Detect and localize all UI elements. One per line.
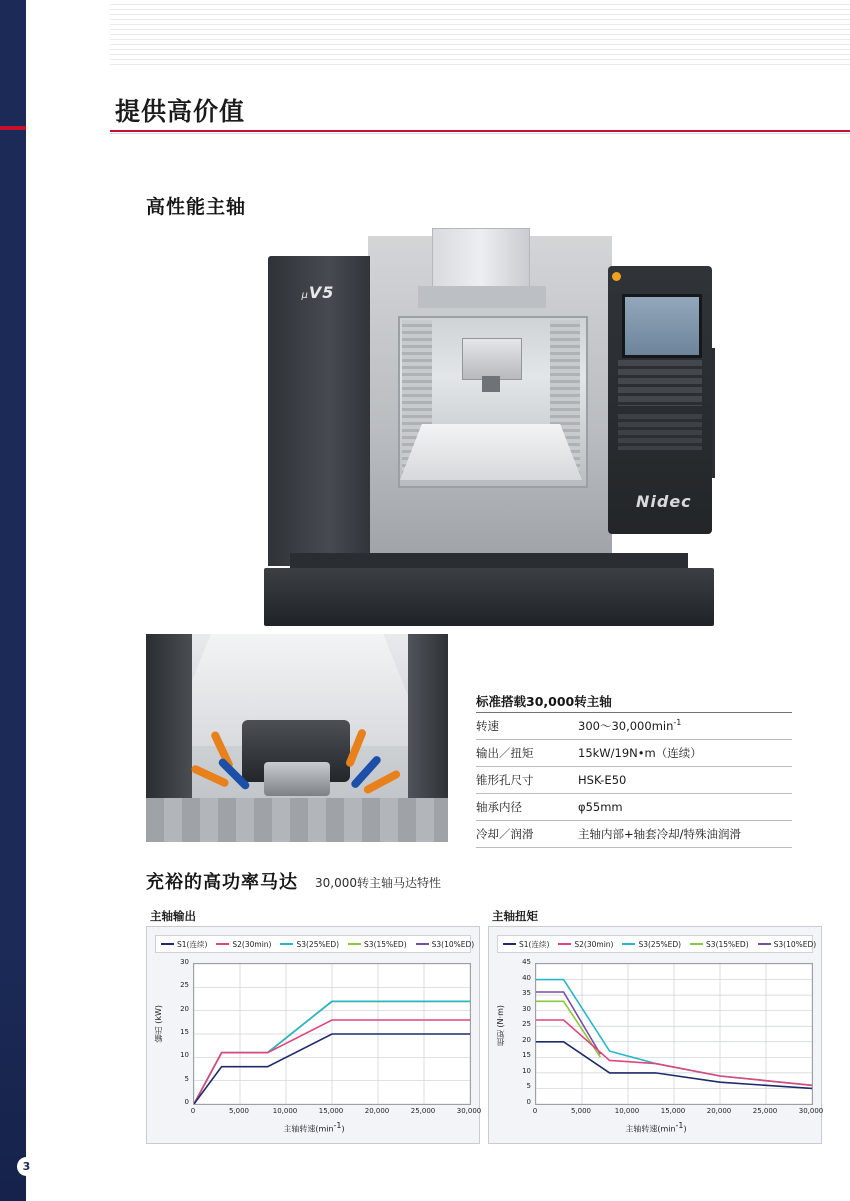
- machine-base: [264, 568, 714, 626]
- chart-title-torque: 主轴扭矩: [492, 909, 538, 923]
- x-tick-label: 0: [532, 1107, 538, 1115]
- y-axis-title: 输出 (kW): [154, 1005, 163, 1043]
- y-tick-label: 5: [526, 1082, 531, 1091]
- machine-top-housing-base: [418, 286, 546, 308]
- left-color-band: [0, 0, 26, 1201]
- chart-title-output: 主轴输出: [150, 909, 196, 923]
- y-tick-label: 15: [180, 1028, 189, 1036]
- legend-label: S1(连续): [177, 939, 208, 949]
- spec-key: 输出／扭矩: [476, 740, 578, 767]
- y-tick-label: 0: [184, 1098, 189, 1106]
- legend-label: S3(25%ED): [638, 939, 682, 949]
- chart-svg: [194, 964, 470, 1104]
- y-tick-label: 30: [522, 1004, 531, 1013]
- x-tick-label: 30,000: [798, 1107, 824, 1115]
- machine-photo: [250, 228, 728, 638]
- header-hatching: [110, 0, 850, 66]
- x-tick-label: 25,000: [752, 1107, 778, 1115]
- legend-label: S3(15%ED): [364, 939, 407, 949]
- x-tick-label: 15,000: [318, 1107, 344, 1115]
- spec-value: 主轴内部+轴套冷却/特殊油润滑: [578, 821, 792, 848]
- spindle-closeup-photo: [146, 634, 448, 842]
- machine-model-prefix: μ: [301, 290, 309, 301]
- y-axis-title: 扭矩 (N·m): [496, 1005, 505, 1047]
- legend-item: [416, 940, 475, 949]
- chart-output: [146, 926, 480, 1144]
- cnc-keypad-lower: [618, 414, 702, 450]
- spec-value: 15kW/19N•m（连续）: [578, 740, 792, 767]
- x-tick-label: 5,000: [570, 1107, 592, 1115]
- x-tick-label: 10,000: [272, 1107, 298, 1115]
- y-tick-label: 10: [522, 1066, 531, 1075]
- y-tick-label: 5: [184, 1074, 189, 1083]
- chart-svg: [536, 964, 812, 1104]
- page-number: 3: [17, 1157, 36, 1176]
- header-rule-secondary: [110, 133, 850, 134]
- chart-torque: [488, 926, 822, 1144]
- x-tick-label: 30,000: [456, 1107, 482, 1115]
- machine-model-badge: μV5: [301, 283, 335, 302]
- spec-table: [476, 712, 792, 848]
- spec-value: [578, 713, 792, 740]
- legend-swatch: [690, 943, 703, 945]
- machine-spindle-head: [462, 338, 522, 380]
- y-tick-label: 45: [522, 958, 531, 966]
- machine-tool: [482, 376, 500, 392]
- legend-item: [280, 940, 339, 949]
- pendant-cable: [712, 348, 731, 478]
- legend-label: S1(连续): [519, 939, 550, 949]
- legend-label: S2(30min): [232, 939, 272, 949]
- legend-swatch: [216, 943, 229, 945]
- legend-item: [690, 940, 749, 949]
- status-lamp-icon: [612, 272, 621, 281]
- legend-item: [758, 940, 817, 949]
- chart-legend: [497, 935, 817, 953]
- legend-item: [503, 939, 549, 950]
- x-tick-label: 5,000: [228, 1107, 250, 1115]
- legend-item: [622, 940, 681, 949]
- x-tick-label: 15,000: [660, 1107, 686, 1115]
- spindle-section-heading: 高性能主轴: [146, 196, 247, 218]
- legend-item: [216, 940, 271, 949]
- chart-plot-area: [535, 963, 813, 1105]
- y-tick-label: 20: [522, 1035, 531, 1044]
- x-tick-label: 20,000: [706, 1107, 732, 1115]
- table-row: [476, 713, 792, 740]
- y-tick-label: 0: [526, 1098, 531, 1106]
- legend-item: [348, 940, 407, 949]
- spec-value-sup: -1: [673, 718, 682, 728]
- cnc-screen: [622, 294, 702, 358]
- legend-label: S3(15%ED): [706, 939, 749, 949]
- y-tick-label: 10: [180, 1051, 189, 1060]
- left-band-accent: [0, 126, 26, 130]
- y-tick-label: 20: [180, 1004, 189, 1013]
- legend-swatch: [416, 943, 429, 945]
- legend-swatch: [503, 943, 516, 945]
- spec-key: 转速: [476, 713, 578, 740]
- x-axis-title: 主轴转速$(\min^{-1})$: [625, 1121, 687, 1134]
- legend-label: S2(30min): [574, 939, 614, 949]
- closeup-machine-table: [146, 798, 448, 842]
- motor-section-subheading: 30,000转主轴马达特性: [315, 876, 441, 890]
- legend-label: S3(10%ED): [431, 939, 475, 949]
- legend-swatch: [758, 943, 771, 945]
- legend-swatch: [558, 943, 571, 945]
- legend-item: [558, 940, 613, 949]
- motor-section-heading: 充裕的高功率马达: [146, 872, 298, 893]
- table-row: [476, 740, 792, 767]
- table-row: [476, 821, 792, 848]
- closeup-spindle-nose: [264, 762, 330, 796]
- x-tick-label: 25,000: [410, 1107, 436, 1115]
- x-tick-label: 0: [190, 1107, 196, 1115]
- spec-key: 冷却／润滑: [476, 821, 578, 848]
- spec-table-title: 标准搭载30,000转主轴: [476, 694, 612, 709]
- machine-table: [400, 424, 582, 480]
- table-row: [476, 767, 792, 794]
- machine-brand-logo: Nidec: [636, 492, 692, 511]
- y-tick-label: 15: [522, 1051, 531, 1060]
- x-axis-title: 主轴转速$(\min^{-1})$: [283, 1121, 345, 1134]
- x-tick-label: 10,000: [614, 1107, 640, 1115]
- legend-item: [161, 939, 207, 950]
- legend-swatch: [280, 943, 293, 945]
- legend-swatch: [622, 943, 635, 945]
- chart-legend: [155, 935, 475, 953]
- spec-value: HSK-E50: [578, 767, 792, 794]
- y-tick-label: 25: [522, 1020, 531, 1029]
- y-tick-label: 35: [522, 989, 531, 998]
- y-tick-label: 25: [180, 981, 189, 990]
- spec-value: φ55mm: [578, 794, 792, 821]
- spec-key: 锥形孔尺寸: [476, 767, 578, 794]
- y-tick-label: 40: [522, 973, 531, 982]
- legend-swatch: [348, 943, 361, 945]
- cnc-keypad-upper: [618, 360, 702, 406]
- legend-swatch: [161, 943, 174, 945]
- header-rule: [110, 130, 850, 132]
- chart-plot-area: [193, 963, 471, 1105]
- spec-key: 轴承内径: [476, 794, 578, 821]
- x-tick-label: 20,000: [364, 1107, 390, 1115]
- y-tick-label: 30: [180, 958, 189, 966]
- spec-value-text: 300～30,000min: [578, 719, 674, 733]
- legend-label: S3(25%ED): [296, 939, 340, 949]
- legend-label: S3(10%ED): [773, 939, 817, 949]
- table-row: [476, 794, 792, 821]
- page-title: 提供高价值: [115, 97, 246, 126]
